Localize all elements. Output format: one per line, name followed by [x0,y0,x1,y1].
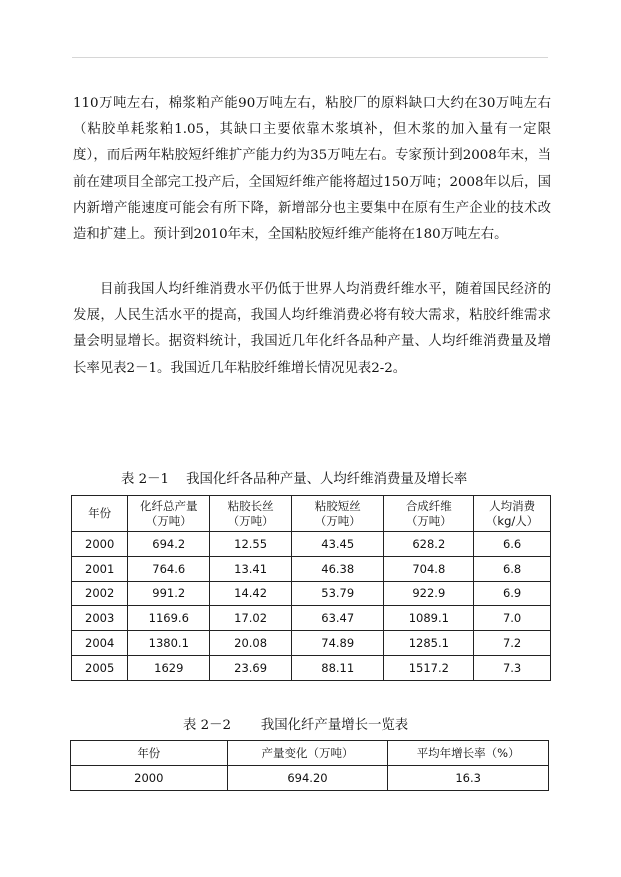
table-cell: 20.08 [210,631,292,656]
table-cell: 14.42 [210,581,292,606]
table-cell: 2000 [71,766,228,791]
table1-header-synthetic: 合成纤维 （万吨） [384,496,474,532]
table-cell: 1629 [128,655,210,680]
table-cell: 46.38 [291,556,383,581]
table-row [72,655,551,680]
fiber-production-table [71,495,551,681]
table-cell: 53.79 [291,581,383,606]
table-row [72,631,551,656]
table2-header-year: 年份 [71,741,228,766]
table-cell: 2005 [72,655,128,680]
table1-header-viscose-staple: 粘胶短丝 （万吨） [291,496,383,532]
table-cell: 43.45 [291,532,383,557]
table-cell: 2003 [72,606,128,631]
table-cell: 23.69 [210,655,292,680]
table-cell: 1380.1 [128,631,210,656]
table1-caption: 表 2－1 我国化纤各品种产量、人均纤维消费量及增长率 [121,472,468,487]
table-cell: 74.89 [291,631,383,656]
table-cell: 2001 [72,556,128,581]
body-paragraph-1: 110万吨左右，棉浆粕产能90万吨左右，粘胶厂的原料缺口大约在30万吨左右（粘胶单耗浆粕1.05，其缺口主要依靠木浆填补，但木浆的加入量有一定限度），而后两年粘胶短纤维扩产能力约为35万吨左右。专家预计到2008年末，当前在建项目全部完工投产后，全国短纤维产能将超过150万吨；2008年以后，国内新增产能速度可能会有所下降，新增部分也主要集中在原有生产企业的技术改造和扩建上。预计到2010年末，全国粘胶短纤维产能将在180万吨左右。 [73,96,551,243]
fiber-growth-table [70,740,549,791]
page-header-rule [72,57,548,58]
table2-header-growth-rate: 平均年增长率（%） [388,741,549,766]
table-row [72,606,551,631]
table-row [72,532,551,557]
table-cell: 88.11 [291,655,383,680]
table2-header-row [71,741,549,766]
table-cell: 694.2 [128,532,210,557]
table-cell: 13.41 [210,556,292,581]
table-cell: 6.9 [474,581,551,606]
table-row [71,766,549,791]
table-cell: 12.55 [210,532,292,557]
table1-header-viscose-filament: 粘胶长丝 （万吨） [210,496,292,532]
body-paragraph-2: 目前我国人均纤维消费水平仍低于世界人均消费纤维水平，随着国民经济的发展，人民生活水平的提高，我国人均纤维消费必将有较大需求，粘胶纤维需求量会明显增长。据资料统计，我国近几年化纤各品种产量、人均纤维消费量及增长率见表2－1。我国近几年粘胶纤维增长情况见表2-2。 [73,282,551,376]
table-cell: 1169.6 [128,606,210,631]
table1-header-total: 化纤总产量 （万吨） [128,496,210,532]
table-cell: 2000 [72,532,128,557]
table2-caption: 表 2－2 我国化纤产量增长一览表 [183,718,409,733]
table-row [72,581,551,606]
table-cell: 16.3 [388,766,549,791]
table-cell: 7.2 [474,631,551,656]
table-cell: 991.2 [128,581,210,606]
table-cell: 628.2 [384,532,474,557]
table1-header-per-capita: 人均消费 （kg/人） [474,496,551,532]
table-cell: 63.47 [291,606,383,631]
table1-header-year: 年份 [72,496,128,532]
table-cell: 6.6 [474,532,551,557]
table-cell: 7.3 [474,655,551,680]
table1-header-row [72,496,551,532]
table-cell: 2004 [72,631,128,656]
table-cell: 764.6 [128,556,210,581]
table-cell: 2002 [72,581,128,606]
table2-header-output-change: 产量变化（万吨） [227,741,388,766]
table-cell: 704.8 [384,556,474,581]
table-cell: 1285.1 [384,631,474,656]
table-row [72,556,551,581]
table-cell: 7.0 [474,606,551,631]
table-cell: 1517.2 [384,655,474,680]
table-cell: 922.9 [384,581,474,606]
table-cell: 1089.1 [384,606,474,631]
table-cell: 6.8 [474,556,551,581]
table-cell: 17.02 [210,606,292,631]
table-cell: 694.20 [227,766,388,791]
